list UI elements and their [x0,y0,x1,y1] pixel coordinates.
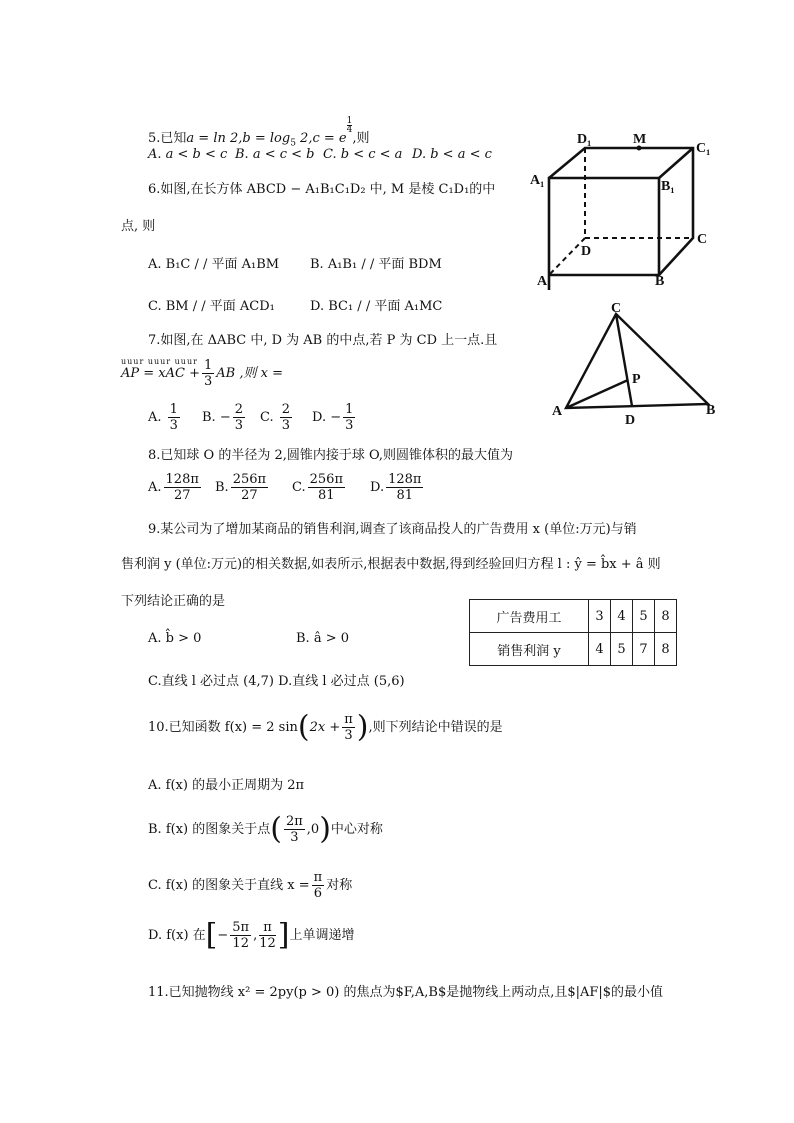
q6-stem-line2: 点, 则 [121,219,156,234]
label-m: M [633,132,647,147]
segment-ap [566,380,628,408]
q5-stem: 5.已知$a = \ln 2,b = \log_5 2,c = e$ $^{\frac{1}{4}}$ ,则 [148,116,370,149]
q10-option-d[interactable]: D. f(x) 在[− $\frac{5\pi}{12}$ , $\frac{\pi}{12}$ ]上单调递增 [148,917,355,953]
q9-stem-line3: 下列结论正确的是 [121,594,226,609]
table-cell: 3 [589,600,611,633]
q7-equation: AP = xAC + $\frac{1}{3}$ AB ,则 x = [121,358,283,389]
q6-option-a[interactable]: A. B₁C / / 平面 A₁BM [148,257,280,272]
label-c: C [697,232,708,247]
q7-stem-line1: 7.如图,在 ΔABC 中, D 为 AB 的中点,若 P 为 CD 上一点.且 [148,333,498,348]
table-cell: 7 [633,633,655,666]
label-c1: C₁ [696,141,711,156]
triangle-abc [566,314,708,408]
q7-option-c[interactable]: C. $\frac{2}{3}$ [260,402,291,433]
q5-option-b[interactable]: B. a < c < b [235,147,315,162]
q9-option-b[interactable]: B. â > 0 [296,631,349,646]
tri-label-p: P [632,372,641,387]
q8-option-d[interactable]: D. $\frac{128\pi}{81}$ [370,472,422,503]
q10-option-c[interactable]: C. f(x) 的图象关于直线 x = $\frac{\pi}{6}$ 对称 [148,870,353,901]
q9-stem-line1: 9.某公司为了增加某商品的销售利润,调查了该商品投人的广告费用 x (单位:万元)与销 [148,522,637,537]
table-header-profit: 销售利润 y [470,633,589,666]
q9-options-cd[interactable]: C.直线 l 必过点 (4,7) D.直线 l 必过点 (5,6) [148,674,405,689]
q7-option-b[interactable]: B. − $\frac{2}{3}$ [202,402,244,433]
label-d1: D₁ [577,132,592,147]
q9-option-a[interactable]: A. b̂ > 0 [148,631,202,646]
q8-option-c[interactable]: C. $\frac{256\pi}{81}$ [292,472,343,503]
triangle-figure [550,300,722,430]
table-row [470,633,677,666]
q8-option-b[interactable]: B. $\frac{256\pi}{27}$ [215,472,267,503]
table-header-ad-cost: 广告费用工 [470,600,589,633]
label-d: D [581,244,592,259]
q5-option-a[interactable]: A. a < b < c [148,147,228,162]
tri-label-c: C [611,301,622,316]
q6-stem-line1: 6.如图,在长方体 ABCD − A₁B₁C₁D₂ 中, M 是棱 C₁D₁的中 [148,182,496,197]
q8-option-a[interactable]: A. $\frac{128\pi}{27}$ [148,472,199,503]
q10-option-a[interactable]: A. f(x) 的最小正周期为 2π [148,778,305,793]
table-cell: 5 [633,600,655,633]
q10-option-b[interactable]: B. f(x) 的图象关于点( $\frac{2\pi}{3}$ ,0)中心对称 [148,811,383,847]
cuboid-figure [525,128,715,290]
tri-label-b: B [706,403,716,418]
table-cell: 4 [589,633,611,666]
label-a: A [537,274,548,289]
table-cell: 5 [611,633,633,666]
q6-option-c[interactable]: C. BM / / 平面 ACD₁ [148,299,275,314]
regression-data-table [469,599,677,666]
q7-option-a[interactable]: A. $\frac{1}{3}$ [148,402,178,433]
table-cell: 4 [611,600,633,633]
table-cell: 8 [655,633,677,666]
q10-stem: 10.已知函数 f(x) = 2 sin(2x + $\frac{\pi}{3}$ ),则下列结论中错误的是 [148,709,503,745]
cuboid-front-face [549,178,659,290]
tri-label-a: A [552,404,563,419]
q6-option-b[interactable]: B. A₁B₁ / / 平面 BDM [310,257,442,272]
q7-option-d[interactable]: D. − $\frac{1}{3}$ [312,402,354,433]
label-b: B [655,274,665,289]
q5-option-d[interactable]: D. b < a < c [412,147,492,162]
label-a1: A₁ [530,173,545,188]
q9-stem-line2: 售利润 y (单位:万元)的相关数据,如表所示,根据表中数据,得到经验回归方程 l : ŷ = b̂x + â 则 [121,557,661,572]
table-row [470,600,677,633]
label-b1: B₁ [661,179,675,194]
q11-stem: 11.已知抛物线 x² = 2py(p > 0) 的焦点为$F,A,B$是抛物线上两动点,且$|AF|$的最小值 [148,985,664,1000]
q6-option-d[interactable]: D. BC₁ / / 平面 A₁MC [310,299,443,314]
tri-label-d: D [625,413,636,428]
q7-vector-marks: uuur uuur uuur [121,357,198,366]
q5-option-c[interactable]: C. b < c < a [323,147,403,162]
q8-stem: 8.已知球 O 的半径为 2,圆锥内接于球 O,则圆锥体积的最大值为 [148,448,514,463]
table-cell: 8 [655,600,677,633]
